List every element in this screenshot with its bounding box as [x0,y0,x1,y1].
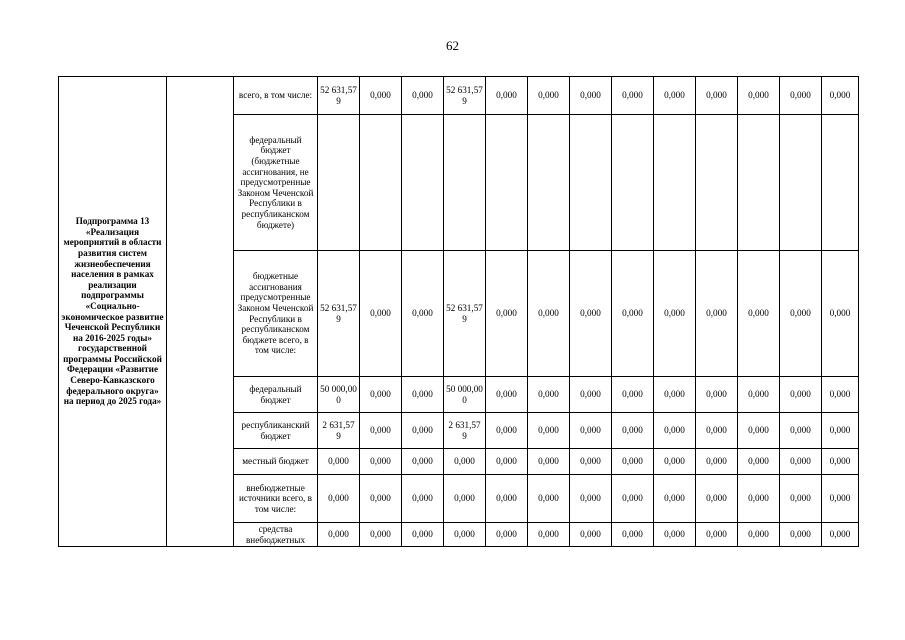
funding-source-cell: бюджетные ассигнования предусмотренные Законом Чеченской Республики в республиканском бюджете всего, в том числе: [234,251,318,377]
value-cell: 0,000 [486,77,528,115]
value-cell: 0,000 [696,413,738,449]
value-cell: 0,000 [486,413,528,449]
value-cell: 0,000 [402,523,444,547]
value-cell [402,115,444,251]
value-cell: 0,000 [738,413,780,449]
value-cell: 0,000 [738,523,780,547]
value-cell: 0,000 [444,523,486,547]
page-number: 62 [446,38,459,53]
value-cell: 0,000 [570,77,612,115]
value-cell [528,115,570,251]
value-cell: 52 631,57 9 [318,77,360,115]
value-cell: 0,000 [780,251,822,377]
funding-source-cell: всего, в том числе: [234,77,318,115]
value-cell: 0,000 [822,523,859,547]
value-cell [822,115,859,251]
value-cell: 0,000 [360,523,402,547]
funding-source-cell: внебюджетные источники всего, в том числе: [234,475,318,523]
value-cell: 0,000 [822,449,859,475]
value-cell: 0,000 [360,377,402,413]
table-row [59,77,859,115]
value-cell: 0,000 [654,77,696,115]
value-cell: 0,000 [654,523,696,547]
value-cell: 52 631,57 9 [444,251,486,377]
value-cell: 0,000 [612,77,654,115]
value-cell: 0,000 [360,251,402,377]
value-cell [318,115,360,251]
value-cell: 50 000,00 0 [444,377,486,413]
value-cell: 0,000 [612,523,654,547]
value-cell: 0,000 [570,251,612,377]
value-cell: 0,000 [780,523,822,547]
value-cell: 0,000 [822,475,859,523]
value-cell: 0,000 [528,77,570,115]
value-cell: 0,000 [528,475,570,523]
value-cell: 0,000 [738,251,780,377]
value-cell: 0,000 [360,413,402,449]
value-cell: 0,000 [822,413,859,449]
value-cell: 0,000 [528,251,570,377]
value-cell: 0,000 [780,377,822,413]
value-cell [738,115,780,251]
value-cell: 0,000 [570,449,612,475]
value-cell: 0,000 [612,251,654,377]
value-cell: 0,000 [486,449,528,475]
value-cell [486,115,528,251]
funding-source-cell: федеральный бюджет [234,377,318,413]
value-cell [696,115,738,251]
value-cell: 0,000 [780,475,822,523]
value-cell: 0,000 [360,77,402,115]
value-cell: 0,000 [822,377,859,413]
value-cell: 0,000 [570,523,612,547]
value-cell [612,115,654,251]
value-cell: 0,000 [780,449,822,475]
funding-source-cell: средства внебюджетных [234,523,318,547]
value-cell: 0,000 [696,449,738,475]
value-cell: 0,000 [528,413,570,449]
value-cell: 0,000 [738,377,780,413]
value-cell: 0,000 [654,377,696,413]
value-cell: 0,000 [402,251,444,377]
value-cell: 0,000 [570,413,612,449]
value-cell: 0,000 [696,523,738,547]
value-cell: 0,000 [402,475,444,523]
value-cell: 2 631,57 9 [318,413,360,449]
value-cell: 0,000 [528,449,570,475]
value-cell: 50 000,00 0 [318,377,360,413]
value-cell: 0,000 [696,377,738,413]
value-cell: 0,000 [612,377,654,413]
value-cell: 0,000 [318,523,360,547]
value-cell: 0,000 [402,449,444,475]
value-cell: 0,000 [528,523,570,547]
value-cell: 0,000 [654,251,696,377]
value-cell: 0,000 [528,377,570,413]
value-cell: 0,000 [696,77,738,115]
value-cell: 0,000 [402,77,444,115]
value-cell: 0,000 [780,413,822,449]
value-cell [444,115,486,251]
value-cell [570,115,612,251]
value-cell: 0,000 [318,475,360,523]
value-cell: 0,000 [696,251,738,377]
value-cell: 0,000 [486,377,528,413]
value-cell: 0,000 [612,475,654,523]
value-cell: 0,000 [654,449,696,475]
value-cell [780,115,822,251]
value-cell: 0,000 [360,449,402,475]
value-cell: 0,000 [360,475,402,523]
value-cell: 0,000 [738,475,780,523]
funding-source-cell: федеральный бюджет (бюджетные ассигнования, не предусмотренные Законом Чеченской Республики в республиканском бюджете) [234,115,318,251]
value-cell: 0,000 [570,377,612,413]
program-title: Подпрограмма 13 «Реализация мероприятий в области развития систем жизнеобеспечения населения в рамках реализации подпрограммы «Социально-экономическое развитие Чеченской Республики на 2016-2025 годы» государственной программы Российской Федерации «Развитие Северо-Кавказского федерального округа» на период до 2025 года» [59,77,167,547]
value-cell [360,115,402,251]
value-cell: 0,000 [570,475,612,523]
value-cell: 0,000 [486,523,528,547]
budget-table [58,76,859,547]
value-cell: 0,000 [612,449,654,475]
value-cell: 0,000 [402,377,444,413]
value-cell: 0,000 [444,475,486,523]
value-cell: 0,000 [654,413,696,449]
value-cell: 0,000 [738,77,780,115]
funding-source-cell: местный бюджет [234,449,318,475]
value-cell: 0,000 [486,475,528,523]
funding-source-cell: республиканский бюджет [234,413,318,449]
value-cell: 0,000 [696,475,738,523]
value-cell: 0,000 [780,77,822,115]
value-cell: 52 631,57 9 [318,251,360,377]
value-cell: 0,000 [822,251,859,377]
value-cell: 0,000 [738,449,780,475]
value-cell: 0,000 [822,77,859,115]
value-cell: 0,000 [486,251,528,377]
value-cell: 2 631,57 9 [444,413,486,449]
value-cell: 52 631,57 9 [444,77,486,115]
value-cell: 0,000 [402,413,444,449]
value-cell: 0,000 [612,413,654,449]
value-cell: 0,000 [444,449,486,475]
empty-column-cell [167,77,234,547]
value-cell [654,115,696,251]
value-cell: 0,000 [654,475,696,523]
value-cell: 0,000 [318,449,360,475]
